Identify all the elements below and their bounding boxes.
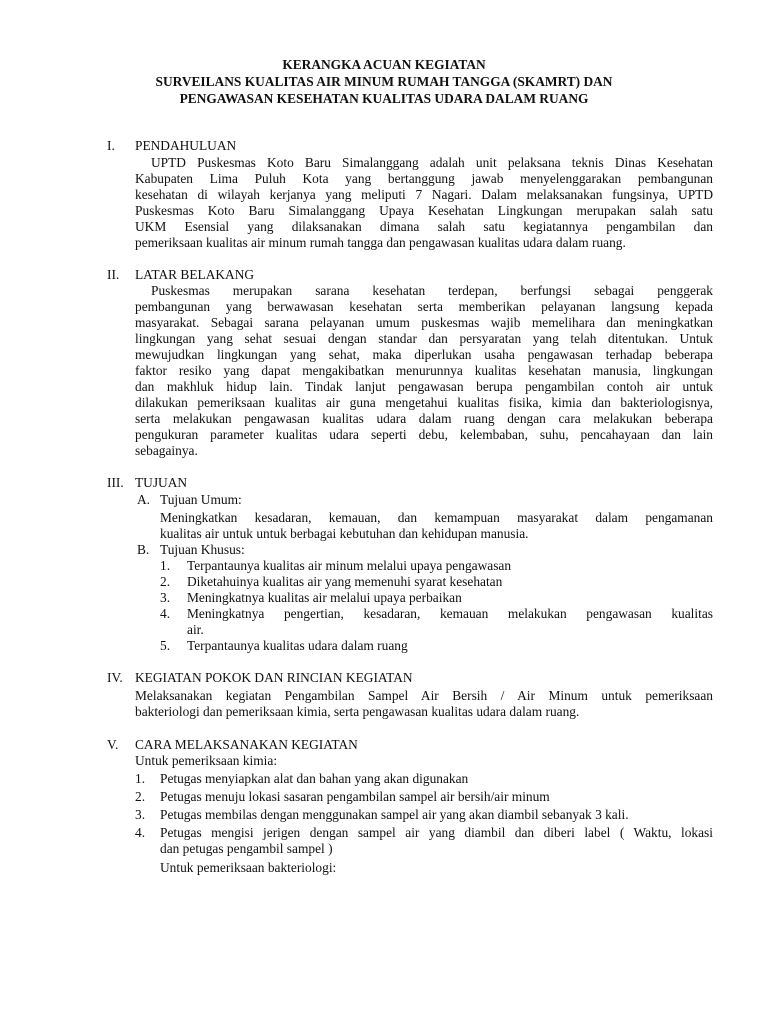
paragraph-line: Kabupaten Lima Puluh Kota yang bertanggung jawab menyelenggarakan pembangunan	[135, 171, 713, 186]
doc-title-line-2: SURVEILANS KUALITAS AIR MINUM RUMAH TANGGA (SKAMRT) DAN	[155, 74, 613, 89]
list-item	[160, 771, 713, 787]
paragraph-line: Puskesmas Koto Baru Simalanggang Upaya Kesehatan Lingkungan merupakan salah satu	[135, 203, 713, 218]
list-item	[187, 606, 713, 638]
tujuan-umum-letter: A.	[137, 492, 151, 507]
list-item-number: 4.	[135, 825, 146, 840]
list-item-text: Diketahuinya kualitas air yang memenuhi syarat kesehatan	[187, 574, 503, 589]
list-item-text: Petugas mengisi jerigen dengan sampel air yang diambil dan diberi label ( Waktu, lokasi	[160, 825, 713, 840]
list-item	[187, 558, 713, 574]
intro-text: Untuk pemeriksaan kimia:	[135, 753, 278, 768]
list-item-text: Petugas membilas dengan menggunakan sampel air yang akan diambil sebanyak 3 kali.	[160, 807, 629, 822]
paragraph-line: mewujudkan lingkungan yang sehat, maka diperlukan usaha pengawasan terhadap beberapa	[135, 347, 713, 362]
paragraph-line: faktor resiko yang dapat mengakibatkan menurunnya kualitas kesehatan manusia, lingkungan	[135, 363, 713, 378]
list-item-text: Meningkatnya kualitas air melalui upaya perbaikan	[187, 590, 462, 605]
paragraph-line: kesehatan di wilayah kerjanya yang meliputi 7 Nagari. Dalam melaksanakan fungsinya, UPTD	[135, 187, 713, 202]
list-item-text: Meningkatnya pengertian, kesadaran, kemauan melakukan pengawasan kualitas	[187, 606, 713, 621]
section-5-number: V.	[107, 737, 119, 752]
list-item-text: dan petugas pengambil sampel )	[160, 841, 333, 856]
list-item	[160, 807, 713, 823]
section-1-title: PENDAHULUAN	[135, 138, 237, 153]
section-1-paragraph	[135, 155, 713, 251]
paragraph-line: sebagainya.	[135, 443, 198, 458]
paragraph-line: dilakukan pemeriksaan kualitas air guna mengetahui kualitas fisika, kimia dan bakteriologisnya,	[135, 395, 713, 410]
section-2-title: LATAR BELAKANG	[135, 267, 255, 282]
paragraph-line: lingkungan yang sehat sesuai dengan standar dan persyaratan yang telah ditentukan. Untuk	[135, 331, 713, 346]
section-3-title: TUJUAN	[135, 475, 188, 490]
list-item-number: 5.	[160, 638, 171, 653]
list-item-text: Terpantaunya kualitas air minum melalui upaya pengawasan	[187, 558, 512, 573]
section-3-number: III.	[107, 475, 124, 490]
list-item-number: 2.	[135, 789, 146, 804]
tujuan-khusus-title: Tujuan Khusus:	[160, 542, 245, 557]
list-item	[160, 789, 713, 805]
section-4-paragraph	[135, 688, 713, 720]
list-item-text: Petugas menuju lokasi sasaran pengambilan sampel air bersih/air minum	[160, 789, 550, 804]
list-item-number: 2.	[160, 574, 171, 589]
outro-text: Untuk pemeriksaan bakteriologi:	[160, 860, 337, 875]
section-5-outro	[160, 860, 336, 876]
paragraph-line: UPTD Puskesmas Koto Baru Simalanggang adalah unit pelaksana teknis Dinas Kesehatan	[151, 155, 713, 170]
paragraph-line: dan makhluk hidup lain. Tindak lanjut pengawasan berupa pengambilan contoh air untuk	[135, 379, 713, 394]
paragraph-line: pembangunan yang berwawasan kesehatan serta memberikan pelayanan langsung kepada	[135, 299, 713, 314]
paragraph-line: Melaksanakan kegiatan Pengambilan Sampel Air Bersih / Air Minum untuk pemeriksaan	[135, 688, 713, 703]
list-item-number: 3.	[135, 807, 146, 822]
list-item	[187, 590, 713, 606]
list-item	[187, 574, 713, 590]
list-item-number: 1.	[135, 771, 146, 786]
section-5-intro	[135, 753, 277, 769]
section-1-number: I.	[107, 138, 115, 153]
section-4-title: KEGIATAN POKOK DAN RINCIAN KEGIATAN	[135, 670, 413, 685]
list-item	[160, 825, 713, 857]
paragraph-line: serta melakukan pengawasan kualitas udara dalam ruang dengan cara melakukan beberapa	[135, 411, 713, 426]
tujuan-khusus-letter: B.	[137, 542, 150, 557]
paragraph-line: masyarakat. Sebagai sarana pelayanan umum puskesmas wajib memelihara dan meningkatkan	[135, 315, 713, 330]
doc-title-line-1: KERANGKA ACUAN KEGIATAN	[282, 57, 486, 72]
paragraph-line: Meningkatkan kesadaran, kemauan, dan kemampuan masyarakat dalam pengamanan	[160, 510, 713, 525]
paragraph-line: Puskesmas merupakan sarana kesehatan terdepan, berfungsi sebagai penggerak	[151, 283, 713, 298]
list-item	[187, 638, 713, 654]
doc-title-line-3: PENGAWASAN KESEHATAN KUALITAS UDARA DALAM RUANG	[179, 91, 589, 106]
paragraph-line: kualitas air untuk untuk berbagai kebutuhan dan kehidupan manusia.	[160, 526, 529, 541]
paragraph-line: UKM Esensial yang dilaksanakan dimana salah satu kegiatannya pengambilan dan	[135, 219, 713, 234]
list-item-number: 3.	[160, 590, 171, 605]
list-item-number: 4.	[160, 606, 171, 621]
list-item-text: air.	[187, 622, 204, 637]
paragraph-line: pemeriksaan kualitas air minum rumah tangga dan pengawasan kualitas udara dalam ruang.	[135, 235, 626, 250]
paragraph-line: pengukuran parameter kualitas udara seperti debu, kelembaban, suhu, pencahayaan dan lain	[135, 427, 713, 442]
list-item-number: 1.	[160, 558, 171, 573]
section-2-number: II.	[107, 267, 120, 282]
tujuan-umum-title: Tujuan Umum:	[160, 492, 242, 507]
section-5-title: CARA MELAKSANAKAN KEGIATAN	[135, 737, 358, 752]
list-item-text: Terpantaunya kualitas udara dalam ruang	[187, 638, 408, 653]
paragraph-line: bakteriologi dan pemeriksaan kimia, serta pengawasan kualitas udara dalam ruang.	[135, 704, 580, 719]
section-4-number: IV.	[107, 670, 123, 685]
list-item-text: Petugas menyiapkan alat dan bahan yang akan digunakan	[160, 771, 469, 786]
tujuan-umum-paragraph	[160, 510, 713, 542]
section-2-paragraph	[135, 283, 713, 459]
